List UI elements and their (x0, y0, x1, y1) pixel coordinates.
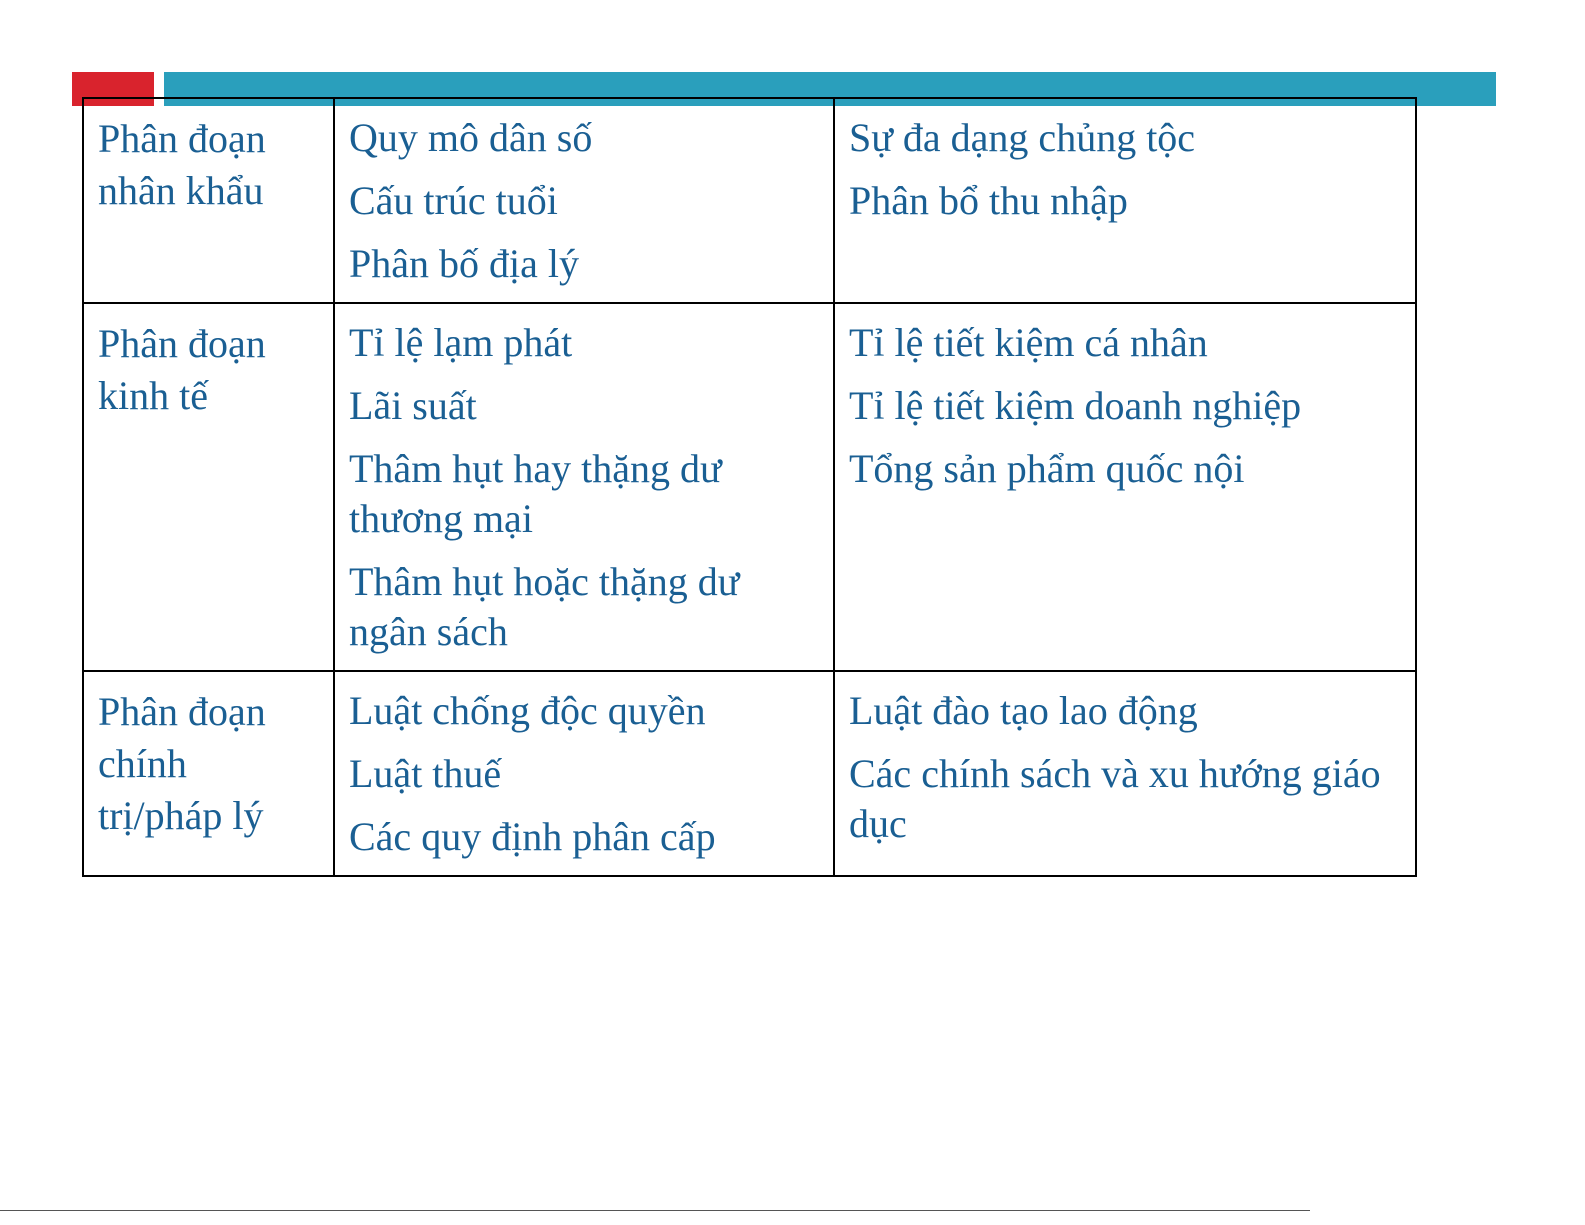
list-item: Phân bố địa lý (349, 241, 579, 286)
segment-title: Phân đoạn chính trị/pháp lý (98, 689, 266, 838)
factor-cell (834, 303, 1416, 671)
factor-cell (334, 671, 834, 876)
factor-cell (834, 98, 1416, 303)
list-item: Sự đa dạng chủng tộc (849, 115, 1196, 160)
list-item: Phân bổ thu nhập (849, 178, 1128, 223)
list-item: Tỉ lệ lạm phát (349, 320, 573, 365)
segment-title: Phân đoạn kinh tế (98, 321, 266, 418)
table-row (83, 303, 1416, 671)
segment-title-cell (83, 98, 334, 303)
list-item: Luật chống độc quyền (349, 688, 706, 733)
segment-title-cell (83, 671, 334, 876)
list-item: Tỉ lệ tiết kiệm doanh nghiệp (849, 383, 1302, 428)
footer-divider (0, 1210, 1310, 1211)
segment-title-cell (83, 303, 334, 671)
list-item: Tỉ lệ tiết kiệm cá nhân (849, 320, 1208, 365)
list-item: Cấu trúc tuổi (349, 178, 558, 223)
list-item: Thâm hụt hay thặng dư thương mại (349, 446, 722, 541)
list-item: Các quy định phân cấp (349, 814, 716, 859)
environment-segments-table (82, 97, 1417, 877)
table-row (83, 671, 1416, 876)
list-item: Quy mô dân số (349, 115, 593, 160)
factor-cell (834, 671, 1416, 876)
list-item: Lãi suất (349, 383, 477, 428)
list-item: Luật thuế (349, 751, 502, 796)
list-item: Thâm hụt hoặc thặng dư ngân sách (349, 559, 740, 654)
list-item: Tổng sản phẩm quốc nội (849, 446, 1245, 491)
list-item: Các chính sách và xu hướng giáo dục (849, 751, 1381, 846)
segment-title: Phân đoạn nhân khẩu (98, 116, 266, 213)
factor-cell (334, 98, 834, 303)
table-row (83, 98, 1416, 303)
list-item: Luật đào tạo lao động (849, 688, 1198, 733)
factor-cell (334, 303, 834, 671)
